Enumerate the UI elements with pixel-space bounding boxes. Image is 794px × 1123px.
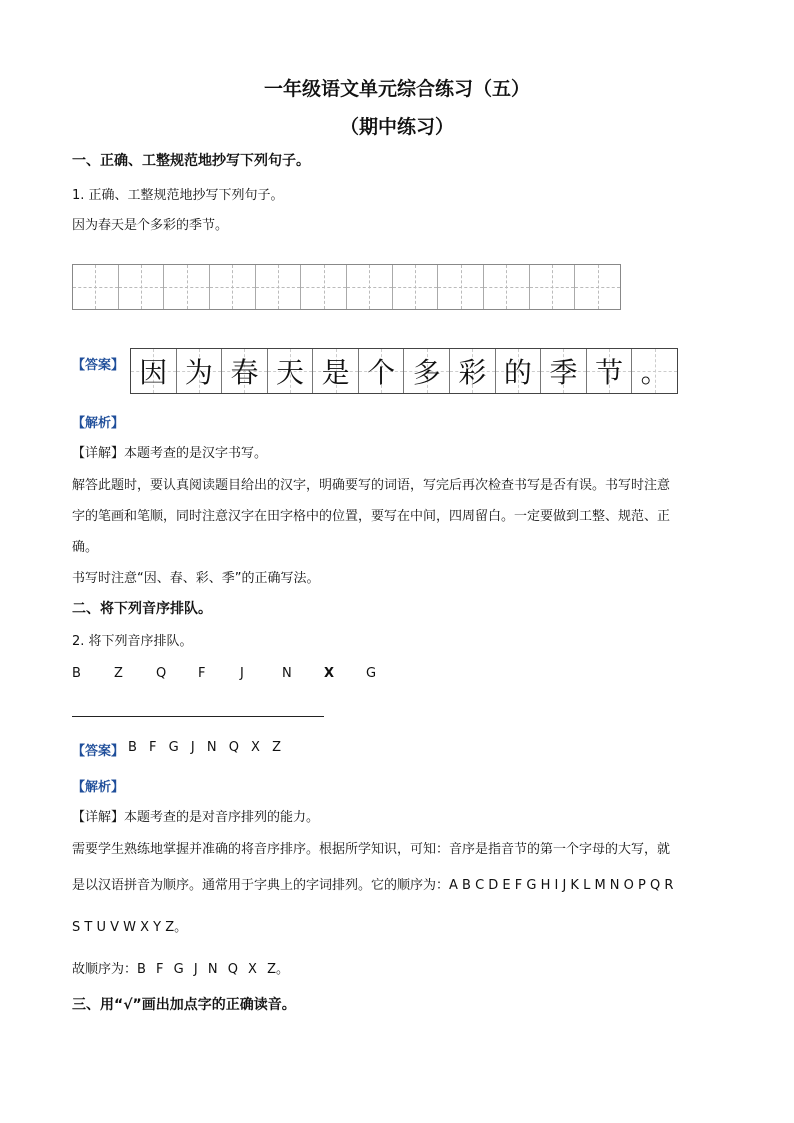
answer-blank-line[interactable] xyxy=(72,716,324,717)
answer-char: 季 xyxy=(549,356,578,389)
explanation-note: 书写时注意“因、春、彩、季”的正确写法。 xyxy=(72,571,320,586)
detail-text: 【详解】本题考查的是对音序排列的能力。 xyxy=(72,810,320,825)
answer-cell xyxy=(313,349,359,393)
answer-char: 是 xyxy=(321,356,350,389)
letter: X xyxy=(324,666,335,681)
answer-label: 【答案】 xyxy=(72,744,125,759)
grid-cell[interactable] xyxy=(73,265,119,309)
answer-cell xyxy=(268,349,314,393)
letter: Q xyxy=(156,666,167,681)
explanation-line: S T U V W X Y Z。 xyxy=(72,920,188,935)
answer-char: 的 xyxy=(503,356,532,389)
letter: Z xyxy=(114,666,123,681)
answer-char: 节 xyxy=(595,356,624,389)
answer-char: 天 xyxy=(276,356,305,389)
explanation-line: 是以汉语拼音为顺序。通常用于字典上的字词排列。它的顺序为：A B C D E F G H I J K L M N O P Q R xyxy=(72,878,674,893)
letter-list xyxy=(72,666,408,681)
grid-cell[interactable] xyxy=(438,265,484,309)
answer-cell xyxy=(541,349,587,393)
analysis-label: 【解析】 xyxy=(72,780,125,795)
answer-cell xyxy=(496,349,542,393)
page-title: 一年级语文单元综合练习（五） xyxy=(263,78,530,100)
letter: J xyxy=(240,666,244,681)
letter: B xyxy=(72,666,81,681)
answer-text: B F G J N Q X Z xyxy=(128,740,281,755)
section-2-heading: 二、将下列音序排队。 xyxy=(72,601,212,617)
answer-grid xyxy=(130,348,678,394)
grid-cell[interactable] xyxy=(256,265,302,309)
explanation-line: 字的笔画和笔顺，同时注意汉字在田字格中的位置，要写在中间，四周留白。一定要做到工整、规范、正 xyxy=(72,509,671,524)
answer-cell xyxy=(632,349,677,393)
question-1-sentence: 因为春天是个多彩的季节。 xyxy=(72,218,229,233)
grid-cell[interactable] xyxy=(484,265,530,309)
answer-cell xyxy=(131,349,177,393)
grid-cell[interactable] xyxy=(210,265,256,309)
answer-char: 因 xyxy=(139,356,168,389)
answer-label: 【答案】 xyxy=(72,358,125,373)
letter: F xyxy=(198,666,206,681)
answer-char: 多 xyxy=(412,356,441,389)
grid-cell[interactable] xyxy=(347,265,393,309)
question-1: 1. 正确、工整规范地抄写下列句子。 xyxy=(72,188,284,203)
answer-cell xyxy=(587,349,633,393)
section-1-heading: 一、正确、工整规范地抄写下列句子。 xyxy=(72,153,310,169)
answer-cell xyxy=(404,349,450,393)
writing-grid[interactable] xyxy=(72,264,621,310)
grid-cell[interactable] xyxy=(119,265,165,309)
answer-cell xyxy=(177,349,223,393)
answer-cell xyxy=(450,349,496,393)
page-subtitle: （期中练习） xyxy=(339,116,454,138)
detail-text: 【详解】本题考查的是汉字书写。 xyxy=(72,446,268,461)
answer-char: 为 xyxy=(184,356,213,389)
grid-cell[interactable] xyxy=(393,265,439,309)
grid-cell[interactable] xyxy=(530,265,576,309)
answer-cell xyxy=(222,349,268,393)
explanation-line: 解答此题时，要认真阅读题目给出的汉字，明确要写的词语，写完后再次检查书写是否有误。书写时注意 xyxy=(72,478,671,493)
grid-cell[interactable] xyxy=(164,265,210,309)
answer-char: 。 xyxy=(640,356,669,389)
letter: N xyxy=(282,666,292,681)
section-3-heading: 三、用“√”画出加点字的正确读音。 xyxy=(72,997,296,1013)
explanation-line: 确。 xyxy=(72,540,99,555)
conclusion-text: 故顺序为：B F G J N Q X Z。 xyxy=(72,962,289,977)
answer-char: 彩 xyxy=(458,356,487,389)
question-2: 2. 将下列音序排队。 xyxy=(72,634,193,649)
answer-char: 春 xyxy=(230,356,259,389)
letter: G xyxy=(366,666,377,681)
analysis-label: 【解析】 xyxy=(72,416,125,431)
grid-cell[interactable] xyxy=(301,265,347,309)
answer-char: 个 xyxy=(367,356,396,389)
grid-cell[interactable] xyxy=(575,265,620,309)
answer-cell xyxy=(359,349,405,393)
explanation-line: 需要学生熟练地掌握并准确的将音序排序。根据所学知识，可知：音序是指音节的第一个字母的大写，就 xyxy=(72,842,671,857)
